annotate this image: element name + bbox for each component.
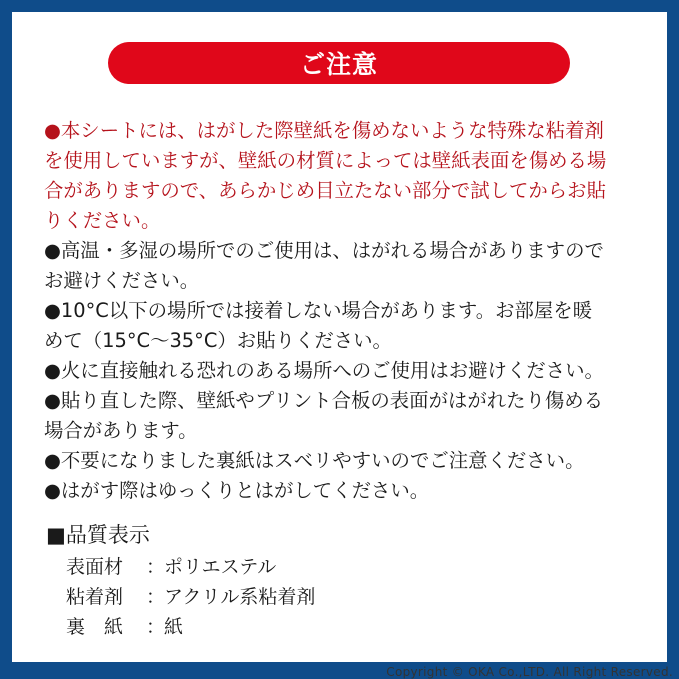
notes-list xyxy=(44,116,664,506)
note-item: ●10°C以下の場所では接着しない場合があります。お部屋を暖 めて（15°C〜35°C）お貼りください。 xyxy=(44,299,593,352)
quality-heading: ■品質表示 xyxy=(46,523,150,547)
quality-label: 粘着剤 xyxy=(66,586,124,608)
copyright-text: Copyright © OKA Co.,LTD. All Right Reserved. xyxy=(386,665,673,679)
quality-value: ポリエステル xyxy=(164,556,277,578)
quality-value: 紙 xyxy=(164,616,184,638)
note-item: ●はがす際はゆっくりとはがしてください。 xyxy=(44,479,430,502)
quality-section xyxy=(46,520,646,642)
quality-separator: ： xyxy=(146,586,166,608)
note-item: ●貼り直した際、壁紙やプリント合板の表面がはがれたり傷める 場合があります。 xyxy=(44,389,604,442)
quality-row xyxy=(46,552,646,582)
content-frame xyxy=(12,12,667,662)
note-item: ●高温・多湿の場所でのご使用は、はがれる場合がありますので お避けください。 xyxy=(44,239,604,292)
quality-separator: ： xyxy=(146,616,166,638)
quality-label: 裏 紙 xyxy=(66,616,124,638)
page-title: ご注意 xyxy=(299,50,378,79)
note-item: ●本シートには、はがした際壁紙を傷めないような特殊な粘着剤 を使用していますが、壁紙の材質によっては壁紙表面を傷める場 合がありますので、あらかじめ目立たない部分で試してからお貼 りください。 xyxy=(44,119,607,232)
quality-row xyxy=(46,612,646,642)
note-item: ●火に直接触れる恐れのある場所へのご使用はお避けください。 xyxy=(44,359,604,382)
quality-row xyxy=(46,582,646,612)
note-item: ●不要になりました裏紙はスベリやすいのでご注意ください。 xyxy=(44,449,585,472)
quality-value: アクリル系粘着剤 xyxy=(164,586,316,608)
quality-label: 表面材 xyxy=(66,556,124,578)
title-banner xyxy=(108,42,570,84)
quality-separator: ： xyxy=(146,556,166,578)
